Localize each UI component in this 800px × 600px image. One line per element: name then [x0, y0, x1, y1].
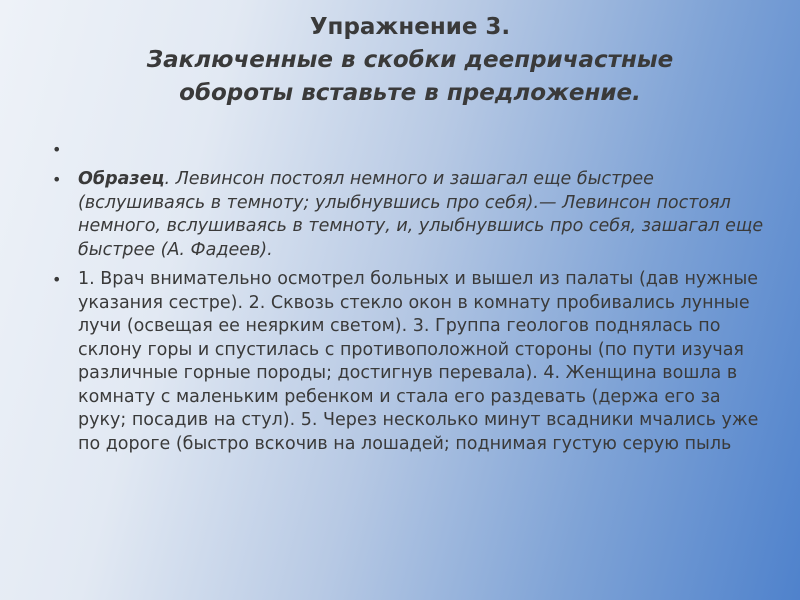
empty-bullet — [52, 138, 772, 162]
slide-title — [60, 10, 760, 110]
bullet-icon: • — [52, 170, 62, 189]
exercise-instruction-line-1: Заключенные в скобки деепричастные — [146, 47, 674, 73]
sample-bullet — [52, 168, 772, 262]
exercise-number: Упражнение 3. — [309, 14, 511, 40]
sample-label: Образец — [78, 169, 165, 189]
exercise-instruction-line-2: обороты вставьте в предложение. — [179, 80, 641, 106]
bullet-icon: • — [52, 140, 62, 159]
sample-text: . Левинсон постоял немного и зашагал еще быстрее (вслушиваясь в темноту; улыбнувшись про себя).— Левинсон постоял немного, вслушиваясь в темноту, и, улыбнувшись про себя, зашагал еще быстрее (А. Фадеев). — [78, 169, 764, 260]
slide-content — [52, 138, 772, 456]
tasks-text: 1. Врач внимательно осмотрел больных и вышел из палаты (дав нужные указания сестре). 2. Сквозь стекло окон в комнату пробивались лунные лучи (освещая ее неярким светом). 3. Группа геологов поднялась по склону горы и спустилась с противоположной стороны (по пути изучая различные горные породы; достигнув перевала). 4. Женщина вошла в комнату с маленьким ребенком и стала его раздевать (держа его за руку; посадив на стул). 5. Через несколько минут всадники мчались уже по дороге (быстро вскочив на лошадей; поднимая густую серую пыль — [78, 269, 759, 454]
tasks-bullet — [52, 268, 772, 456]
bullet-icon: • — [52, 270, 62, 289]
